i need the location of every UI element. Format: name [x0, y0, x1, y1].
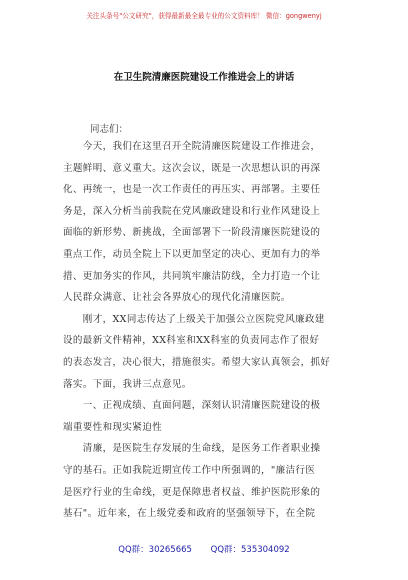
body-line: 刚才，XX同志传达了上级关于加强公立医院党风廉政建 — [63, 313, 325, 325]
body-line: 措、更加务实的作风，共同筑牢廉洁防线，全力打造一个让 — [63, 270, 321, 282]
body-line: 人民群众满意、让社会各界放心的现代化清廉医院。 — [63, 292, 291, 304]
body-line: 的表态发言，决心很大，措施很实。希望大家认真领会，抓好 — [63, 356, 331, 368]
body-line: 落实。下面，我讲三点意见。 — [63, 378, 192, 390]
header-promo-banner: 关注头条号"公文研究"，获得最新最全最专业的公文资料库！ 微信：gongwenyj — [86, 12, 322, 20]
body-line: 化、再统一，也是一次工作责任的再压实、再部署。主要任 — [63, 184, 321, 196]
salutation: 同志们： — [90, 124, 129, 135]
body-line: 主题鲜明、意义重大。这次会议，既是一次思想认识的再深 — [63, 162, 321, 174]
body-line: 务是，深入分析当前我院在党风廉政建设和行业作风建设上 — [63, 205, 321, 217]
qq-group-1: QQ群：30265665 — [118, 545, 192, 555]
section-heading-line: 端重要性和现实紧迫性 — [63, 421, 163, 433]
body-line: 清廉，是医院生存发展的生命线，是医务工作者职业操 — [63, 443, 321, 455]
body-line: 基石"。近年来，在上级党委和政府的坚强领导下，在全院 — [63, 508, 316, 520]
body-line: 今天，我们在这里召开全院清廉医院建设工作推进会， — [63, 141, 321, 152]
document-title: 在卫生院清廉医院建设工作推进会上的讲话 — [113, 72, 295, 83]
body-line: 重点工作，动员全院上下以更加坚定的决心、更加有力的举 — [63, 248, 321, 260]
section-heading-line: 一、正视成绩、直面问题，深刻认识清廉医院建设的极 — [63, 400, 321, 412]
footer-qq-groups — [0, 543, 408, 555]
document-body — [63, 136, 348, 525]
body-line: 是医疗行业的生命线，更是保障患者权益、维护医院形象的 — [63, 486, 321, 498]
qq-group-2: QQ群：535304092 — [210, 545, 290, 555]
body-line: 守的基石。正如我院近期宣传工作中所强调的，"廉洁行医 — [63, 464, 316, 476]
body-line: 面临的新形势、新挑战，全面部署下一阶段清廉医院建设的 — [63, 227, 321, 239]
body-line: 设的最新文件精神，XX科室和XX科室的负责同志作了很好 — [63, 335, 320, 347]
